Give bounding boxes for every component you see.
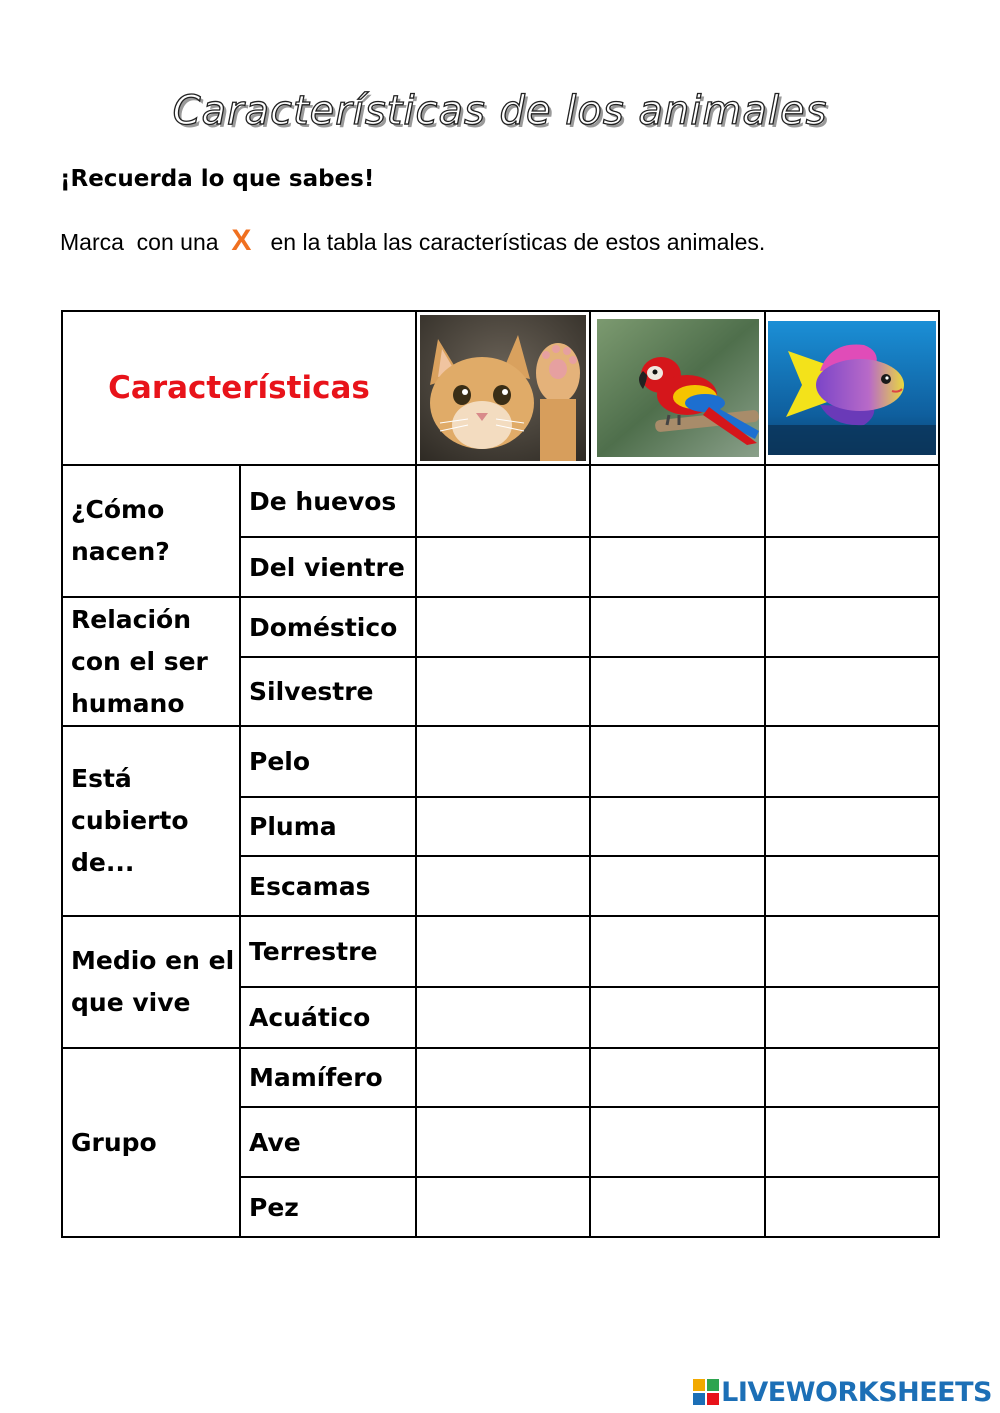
answer-cell[interactable] [590, 1107, 765, 1177]
fish-photo [765, 311, 939, 465]
option-label: Escamas [240, 856, 416, 916]
cat-photo [416, 311, 590, 465]
answer-cell[interactable] [416, 797, 590, 856]
option-label: Pelo [240, 726, 416, 797]
answer-cell[interactable] [765, 537, 939, 597]
answer-cell[interactable] [416, 597, 590, 657]
category-label: Está cubierto de... [62, 726, 240, 916]
answer-cell[interactable] [590, 465, 765, 537]
option-label: Ave [240, 1107, 416, 1177]
answer-cell[interactable] [765, 916, 939, 987]
answer-cell[interactable] [590, 597, 765, 657]
answer-cell[interactable] [765, 726, 939, 797]
option-label: Terrestre [240, 916, 416, 987]
option-label: Pez [240, 1177, 416, 1237]
category-label: Medio en el que vive [62, 916, 240, 1048]
characteristics-table [61, 310, 940, 1238]
category-label: Relación con el ser humano [62, 597, 240, 726]
category-label: ¿Cómo nacen? [62, 465, 240, 597]
answer-cell[interactable] [590, 797, 765, 856]
answer-cell[interactable] [416, 726, 590, 797]
instruction-text-before: Marca con una [60, 229, 232, 255]
table-row [62, 597, 939, 657]
table-row [62, 726, 939, 797]
answer-cell[interactable] [416, 987, 590, 1048]
answer-cell[interactable] [416, 856, 590, 916]
subtitle: ¡Recuerda lo que sabes! [60, 166, 375, 192]
category-label: Grupo [62, 1048, 240, 1237]
option-label: Acuático [240, 987, 416, 1048]
answer-cell[interactable] [765, 597, 939, 657]
answer-cell[interactable] [765, 1107, 939, 1177]
header-row [62, 311, 939, 465]
liveworksheets-logo [693, 1377, 992, 1407]
answer-cell[interactable] [765, 1177, 939, 1237]
option-label: De huevos [240, 465, 416, 537]
answer-cell[interactable] [416, 1107, 590, 1177]
brand-name: LIVEWORKSHEETS [721, 1376, 992, 1408]
answer-cell[interactable] [416, 916, 590, 987]
answer-cell[interactable] [416, 657, 590, 726]
answer-cell[interactable] [590, 1177, 765, 1237]
answer-cell[interactable] [765, 987, 939, 1048]
answer-cell[interactable] [590, 537, 765, 597]
option-label: Del vientre [240, 537, 416, 597]
answer-cell[interactable] [765, 465, 939, 537]
option-label: Silvestre [240, 657, 416, 726]
answer-cell[interactable] [416, 1048, 590, 1107]
liveworksheets-icon [693, 1379, 719, 1405]
option-label: Pluma [240, 797, 416, 856]
answer-cell[interactable] [590, 856, 765, 916]
answer-cell[interactable] [590, 726, 765, 797]
answer-cell[interactable] [765, 657, 939, 726]
answer-cell[interactable] [765, 1048, 939, 1107]
option-label: Doméstico [240, 597, 416, 657]
answer-cell[interactable] [590, 1048, 765, 1107]
table-row [62, 465, 939, 537]
answer-cell[interactable] [590, 987, 765, 1048]
table-row [62, 916, 939, 987]
characteristics-header: Características [62, 311, 416, 465]
parrot-photo [590, 311, 765, 465]
page-title: Características de los animales [172, 88, 828, 134]
option-label: Mamífero [240, 1048, 416, 1107]
answer-cell[interactable] [416, 1177, 590, 1237]
instruction [60, 224, 765, 258]
instruction-mark: X [231, 224, 252, 257]
answer-cell[interactable] [765, 797, 939, 856]
answer-cell[interactable] [590, 916, 765, 987]
instruction-text-after: en la tabla las características de estos animales. [251, 229, 766, 255]
table-row [62, 1048, 939, 1107]
answer-cell[interactable] [590, 657, 765, 726]
answer-cell[interactable] [765, 856, 939, 916]
answer-cell[interactable] [416, 465, 590, 537]
answer-cell[interactable] [416, 537, 590, 597]
